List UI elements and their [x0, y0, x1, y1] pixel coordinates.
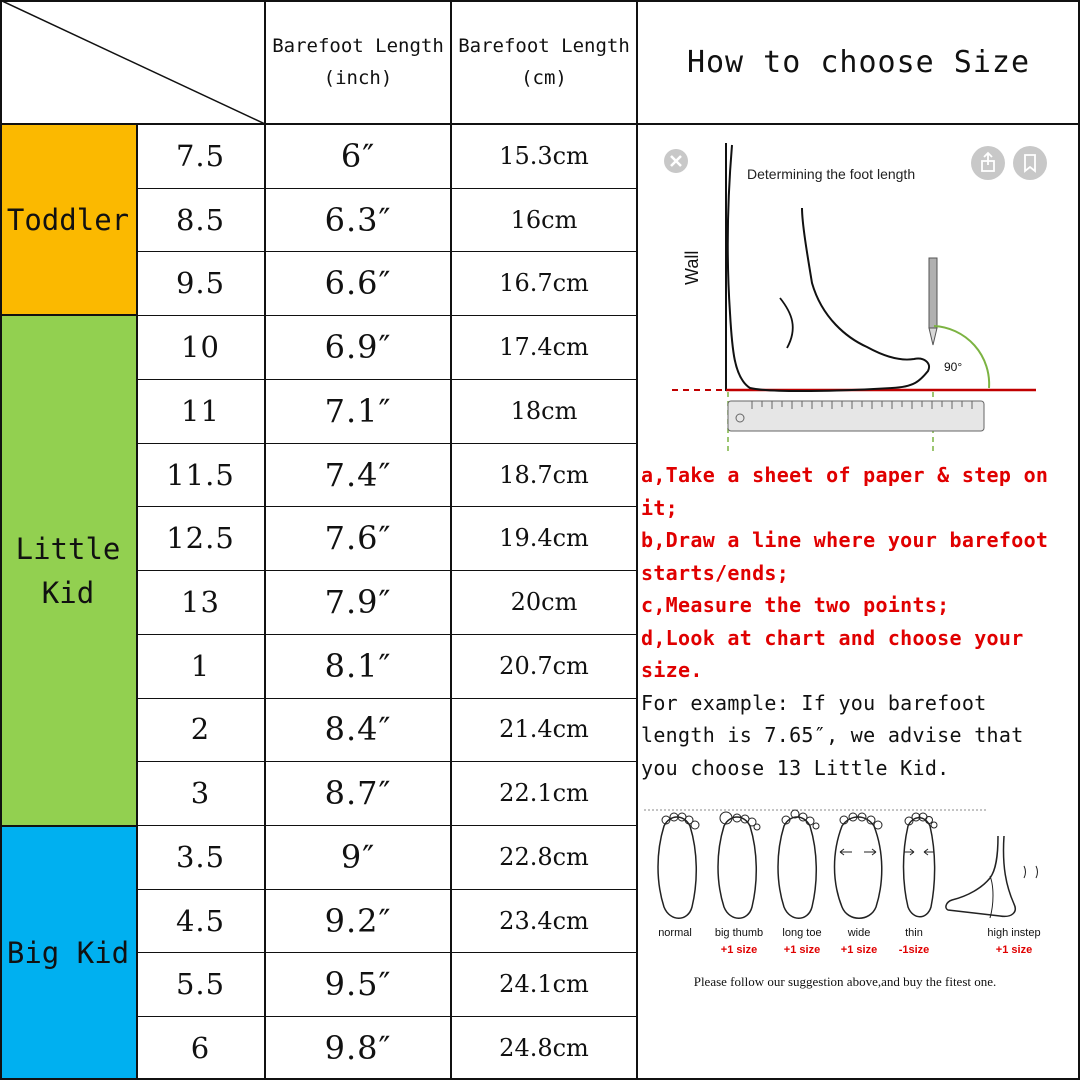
cm-cell: 18.7cm [499, 460, 589, 489]
instruction-example: For example: If you barefoot length is 7.65″, we advise that you choose 13 Little Kid. [641, 690, 1024, 780]
inch-cell: 7.6″ [324, 519, 392, 558]
grid-border-top [0, 0, 1080, 2]
foot-normal-icon [658, 813, 699, 918]
cm-cell: 24.8cm [499, 1034, 589, 1063]
size-cell: 13 [181, 584, 220, 619]
cm-cell: 18cm [510, 396, 578, 425]
size-cell: 3 [190, 776, 211, 811]
size-cell: 1 [190, 648, 211, 683]
cm-cell: 20.7cm [499, 651, 589, 680]
grid-border-left [0, 0, 2, 1080]
header-inch-line2: (inch) [323, 67, 393, 89]
instruction-a: a,Take a sheet of paper & step on it; [641, 463, 1049, 520]
grid-col-inch-left [264, 0, 266, 1080]
size-cell: 4.5 [175, 903, 226, 938]
inch-cell: 9.8″ [324, 1029, 392, 1068]
foot-label-long-toe: long toe [782, 927, 822, 939]
inch-cell: 6.9″ [324, 328, 392, 367]
foot-long-toe-icon [778, 810, 819, 918]
size-cell: 9.5 [175, 266, 226, 301]
foot-label-thin: thin [905, 927, 923, 939]
size-cell: 10 [181, 330, 220, 365]
category-little-kid-label-2: Kid [41, 575, 95, 610]
cm-cell: 24.1cm [499, 970, 589, 999]
foot-adjust-wide: +1 size [840, 944, 878, 956]
size-cell: 11.5 [166, 457, 235, 492]
size-cell: 8.5 [175, 202, 226, 237]
size-cell: 6 [190, 1031, 211, 1066]
grid-row-line [136, 889, 637, 890]
foot-measure-illustration [652, 133, 1058, 455]
cm-cell: 23.4cm [499, 906, 589, 935]
cm-cell: 16cm [510, 205, 578, 234]
grid-row-line [136, 761, 637, 762]
foot-label-wide: wide [847, 927, 871, 939]
grid-row-line [136, 251, 637, 252]
inch-cell: 8.1″ [324, 646, 392, 685]
inch-cell: 9″ [340, 837, 376, 876]
category-little-kid-label-1: Little [15, 531, 121, 566]
size-cell: 2 [190, 712, 211, 747]
grid-row-line [136, 443, 637, 444]
illustration-title: Determining the foot length [747, 166, 916, 182]
grid-category-line [0, 314, 138, 316]
grid-col-cm-left [450, 0, 452, 1080]
pencil-icon [929, 258, 937, 345]
foot-label-high-instep: high instep [987, 927, 1041, 939]
inch-cell: 8.4″ [324, 710, 392, 749]
size-cell: 5.5 [175, 967, 226, 1002]
foot-thin-icon [904, 813, 938, 917]
inch-cell: 8.7″ [324, 774, 392, 813]
header-cm [451, 0, 637, 124]
wall-label: Wall [682, 250, 702, 285]
foot-types-illustration [644, 806, 1044, 936]
header-inch [265, 0, 451, 124]
size-cell: 3.5 [175, 839, 226, 874]
foot-adjust-long-toe: +1 size [783, 944, 821, 956]
inch-cell: 7.1″ [324, 391, 392, 430]
inch-cell: 7.4″ [324, 455, 392, 494]
grid-col-howto-left [636, 0, 638, 1080]
suggestion-text: Please follow our suggestion above,and buy the fitest one. [693, 974, 997, 989]
header-how-to-choose-text: How to choose Size [686, 44, 1031, 80]
grid-header-bottom [0, 123, 1080, 125]
cm-cell: 15.3cm [499, 141, 589, 170]
foot-adjust-thin: -1size [898, 944, 930, 956]
instruction-d: d,Look at chart and choose your size. [641, 625, 1024, 682]
category-big-kid-label: Big Kid [6, 936, 130, 970]
foot-adjust-high-instep: +1 size [995, 944, 1033, 956]
grid-row-line [136, 698, 637, 699]
grid-row-line [136, 634, 637, 635]
cm-cell: 17.4cm [499, 333, 589, 362]
cm-cell: 22.8cm [499, 842, 589, 871]
cm-cell: 16.7cm [499, 269, 589, 298]
header-diagonal-cell [0, 0, 265, 124]
angle-label: 90° [944, 360, 963, 374]
cm-cell: 22.1cm [499, 779, 589, 808]
category-big-kid [0, 826, 136, 1080]
inch-cell: 9.2″ [324, 901, 392, 940]
grid-row-line [136, 1016, 637, 1017]
size-cell: 11 [181, 393, 220, 428]
size-cell: 12.5 [166, 521, 235, 556]
header-how-to-choose [637, 0, 1080, 124]
foot-adjust-big-thumb: +1 size [720, 944, 758, 956]
cm-cell: 19.4cm [499, 524, 589, 553]
grid-row-line [136, 506, 637, 507]
grid-col-size-left [136, 124, 138, 1080]
category-little-kid [0, 315, 136, 826]
foot-label-normal: normal [658, 927, 692, 939]
share-icon [971, 146, 1005, 180]
inch-cell: 9.5″ [324, 965, 392, 1004]
header-inch-line1: Barefoot Length [272, 35, 444, 57]
cm-cell: 21.4cm [499, 715, 589, 744]
inch-cell: 6″ [340, 136, 376, 175]
grid-row-line [136, 952, 637, 953]
instructions [641, 459, 1071, 784]
grid-row-line [136, 188, 637, 189]
close-icon [664, 149, 688, 173]
foot-big-thumb-icon [718, 812, 760, 918]
grid-row-line [136, 825, 637, 826]
foot-label-big-thumb: big thumb [714, 927, 764, 939]
header-cm-line1: Barefoot Length [458, 35, 630, 57]
grid-row-line [136, 379, 637, 380]
grid-row-line [136, 570, 637, 571]
grid-row-line [136, 315, 637, 316]
category-toddler-label: Toddler [6, 202, 130, 237]
foot-wide-icon [835, 813, 883, 918]
instruction-c: c,Measure the two points; [641, 593, 950, 617]
size-cell: 7.5 [175, 138, 226, 173]
category-toddler [0, 124, 136, 315]
bookmark-icon [1013, 146, 1047, 180]
instruction-b: b,Draw a line where your barefoot starts/ends; [641, 528, 1049, 585]
grid-category-line [0, 825, 138, 827]
inch-cell: 7.9″ [324, 582, 392, 621]
ruler-icon [728, 401, 984, 431]
foot-high-instep-icon [946, 836, 1038, 918]
inch-cell: 6.3″ [324, 200, 392, 239]
inch-cell: 6.6″ [324, 264, 392, 303]
header-cm-line2: (cm) [521, 67, 567, 89]
cm-cell: 20cm [510, 587, 578, 616]
